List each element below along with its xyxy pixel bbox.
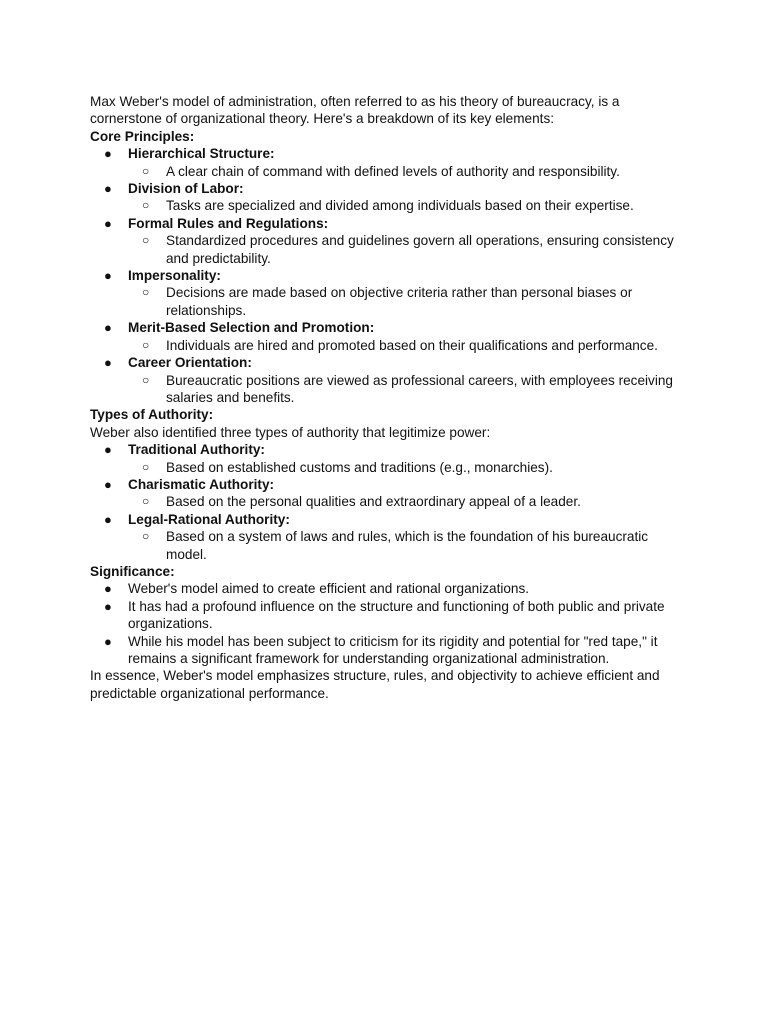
significance-list <box>90 580 680 667</box>
sub-list-item-text: A clear chain of command with defined levels of authority and responsibility. <box>166 163 620 179</box>
list-item-text: Weber's model aimed to create efficient and rational organizations. <box>128 581 530 597</box>
circle-bullet-icon: ○ <box>142 198 150 213</box>
sub-list-item <box>128 372 680 407</box>
core-principles-heading: Core Principles: <box>90 128 195 144</box>
types-of-authority-heading: Types of Authority: <box>90 407 214 423</box>
sub-list-item <box>128 528 680 563</box>
list-item-title: Career Orientation: <box>128 355 252 371</box>
authority-intro: Weber also identified three types of authority that legitimize power: <box>90 424 491 440</box>
sub-list-item <box>128 232 680 267</box>
bullet-icon: ● <box>104 633 112 649</box>
sub-list-item <box>128 197 680 214</box>
list-item <box>90 267 680 319</box>
list-item-title: Traditional Authority: <box>128 442 265 458</box>
sub-list-item-text: Tasks are specialized and divided among individuals based on their expertise. <box>166 198 634 214</box>
list-item-text: While his model has been subject to criticism for its rigidity and potential for "red tape," it remains a significant framework for understanding organizational administration. <box>128 633 658 666</box>
sub-list-item-text: Based on a system of laws and rules, which is the foundation of his bureaucratic model. <box>166 529 649 562</box>
list-item <box>90 180 680 215</box>
list-item <box>90 145 680 180</box>
significance-heading: Significance: <box>90 563 175 579</box>
authority-list <box>90 441 680 563</box>
bullet-icon: ● <box>104 355 112 371</box>
list-item <box>90 633 680 668</box>
circle-bullet-icon: ○ <box>142 337 150 352</box>
sub-list-item-text: Decisions are made based on objective criteria rather than personal biases or relationships. <box>166 285 633 318</box>
list-item <box>90 354 680 406</box>
bullet-icon: ● <box>104 442 112 458</box>
sub-list-item-text: Standardized procedures and guidelines govern all operations, ensuring consistency and predictability. <box>166 233 674 266</box>
list-item <box>90 598 680 633</box>
circle-bullet-icon: ○ <box>142 459 150 474</box>
list-item <box>90 319 680 354</box>
list-item-title: Division of Labor: <box>128 181 244 197</box>
list-item <box>90 476 680 511</box>
bullet-icon: ● <box>104 268 112 284</box>
sub-list-item <box>128 337 680 354</box>
circle-bullet-icon: ○ <box>142 233 150 248</box>
sub-list-item <box>128 459 680 476</box>
sub-list-item-text: Based on established customs and traditions (e.g., monarchies). <box>166 459 553 475</box>
circle-bullet-icon: ○ <box>142 163 150 178</box>
list-item-text: It has had a profound influence on the structure and functioning of both public and private organizations. <box>128 598 665 632</box>
list-item <box>90 511 680 563</box>
bullet-icon: ● <box>104 215 112 231</box>
list-item <box>90 215 680 267</box>
core-principles-list <box>90 145 680 406</box>
list-item-title: Charismatic Authority: <box>128 476 275 492</box>
sub-list-item-text: Individuals are hired and promoted based on their qualifications and performance. <box>166 337 658 353</box>
circle-bullet-icon: ○ <box>142 529 150 544</box>
bullet-icon: ● <box>104 511 112 527</box>
sub-list-item <box>128 493 680 510</box>
conclusion-paragraph: In essence, Weber's model emphasizes structure, rules, and objectivity to achieve efficient and predictable organizational performance. <box>90 668 660 701</box>
bullet-icon: ● <box>104 181 112 197</box>
bullet-icon: ● <box>104 476 112 492</box>
circle-bullet-icon: ○ <box>142 494 150 509</box>
sub-list-item <box>128 284 680 319</box>
bullet-icon: ● <box>104 146 112 162</box>
list-item-title: Legal-Rational Authority: <box>128 511 290 527</box>
list-item-title: Merit-Based Selection and Promotion: <box>128 320 375 336</box>
list-item-title: Formal Rules and Regulations: <box>128 215 329 231</box>
bullet-icon: ● <box>104 320 112 336</box>
list-item <box>90 580 680 597</box>
sub-list-item-text: Based on the personal qualities and extraordinary appeal of a leader. <box>166 494 581 510</box>
intro-paragraph: Max Weber's model of administration, often referred to as his theory of bureaucracy, is a cornerstone of organizational theory. Here's a breakdown of its key elements: <box>90 94 620 127</box>
circle-bullet-icon: ○ <box>142 372 150 387</box>
bullet-icon: ● <box>104 581 112 597</box>
sub-list-item <box>128 163 680 180</box>
list-item-title: Impersonality: <box>128 268 221 284</box>
sub-list-item-text: Bureaucratic positions are viewed as professional careers, with employees receiving salaries and benefits. <box>166 372 673 405</box>
document-body <box>90 93 680 702</box>
list-item-title: Hierarchical Structure: <box>128 146 275 162</box>
list-item <box>90 441 680 476</box>
bullet-icon: ● <box>104 598 112 614</box>
circle-bullet-icon: ○ <box>142 285 150 300</box>
